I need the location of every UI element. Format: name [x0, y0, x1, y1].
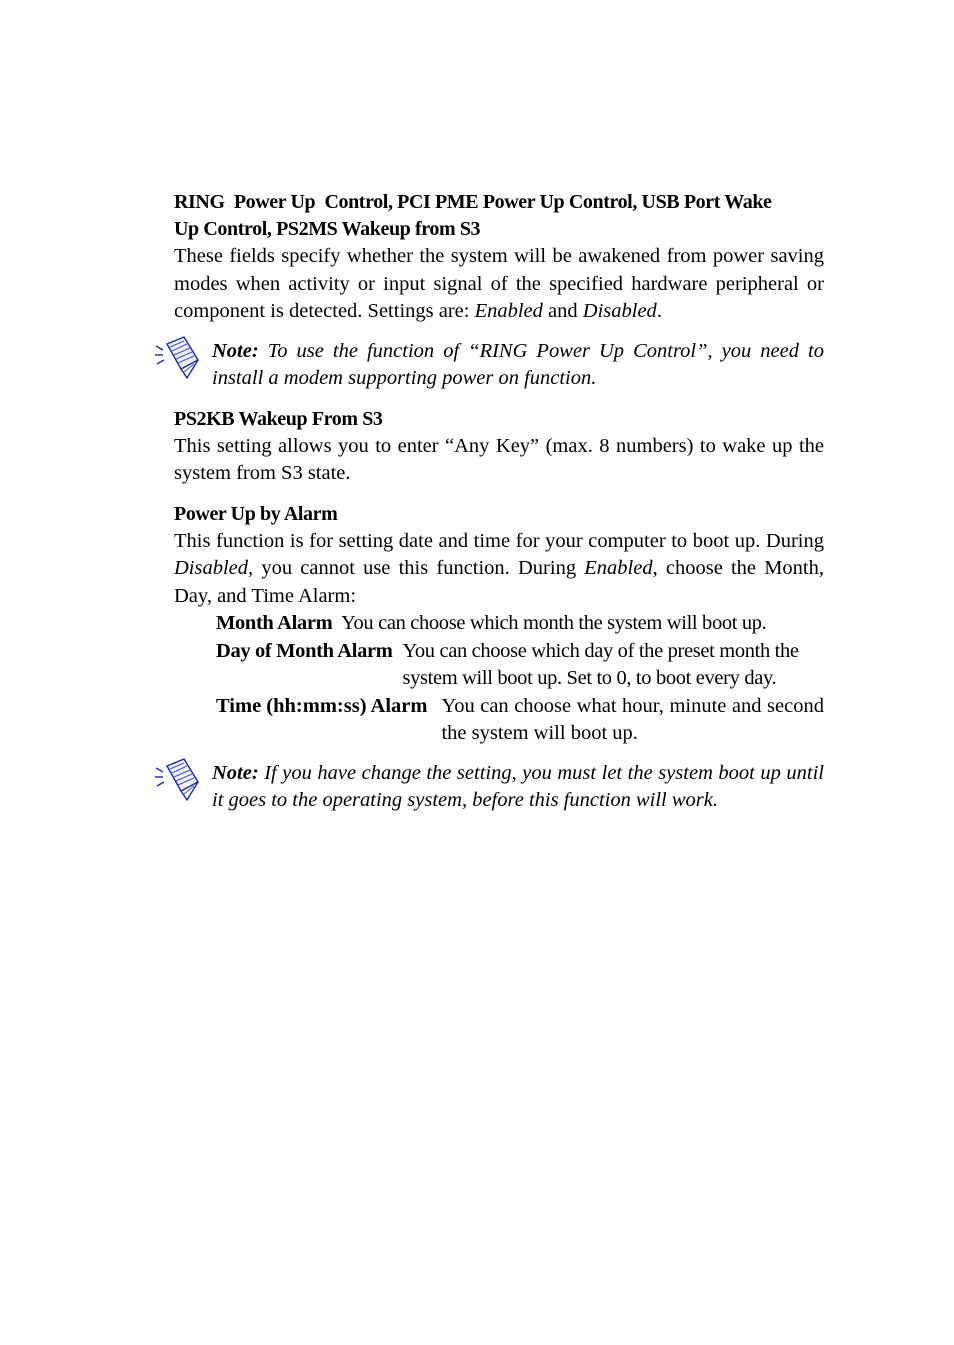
note-text: [212, 760, 824, 815]
note-label: Note:: [212, 761, 259, 784]
section-power-up-by-alarm: [174, 501, 824, 748]
alarm-label: Day of Month Alarm: [216, 639, 393, 662]
section-ring-power-up: [174, 189, 824, 326]
section-ps2kb-wakeup: [174, 406, 824, 488]
note-alarm: [174, 760, 824, 815]
document-page: [174, 189, 824, 815]
heading-line-1: RING Power Up Control, PCI PME Power Up Control, USB Port Wake: [174, 191, 772, 213]
heading-line-2: Up Control, PS2MS Wakeup from S3: [174, 218, 481, 240]
note-label: Note:: [212, 339, 259, 362]
note-paper-icon: [154, 334, 202, 380]
body-text: This function is for setting date and time for your computer to boot up. During: [174, 529, 824, 552]
alarm-item-month: [174, 610, 824, 638]
section-heading: PS2KB Wakeup From S3: [174, 407, 383, 430]
note-text: [212, 338, 824, 393]
section-body: [174, 528, 824, 611]
option-disabled: Disabled: [174, 557, 249, 579]
body-text: , choose the Month, Day, and Time Alarm:: [174, 557, 824, 607]
section-heading: Power Up by Alarm: [174, 502, 338, 525]
body-text: These fields specify whether the system will be awakened from power saving modes when activity or input signal of the specified hardware peripheral or component is detected. Settings are:: [174, 245, 824, 322]
section-body: [174, 243, 824, 326]
alarm-description: You can choose which day of the preset month the system will boot up. Set to 0, to boot every day.: [402, 639, 799, 689]
note-paper-icon: [154, 756, 202, 802]
conjunction: and: [542, 300, 583, 322]
note-body: If you have change the setting, you must let the system boot up until it goes to the operating system, before this function will work.: [212, 761, 824, 811]
note-ring: [174, 338, 824, 393]
alarm-item-time: [174, 693, 824, 748]
section-body: This setting allows you to enter “Any Key” (max. 8 numbers) to wake up the system from S3 state.: [174, 434, 824, 484]
option-enabled: Enabled: [474, 300, 543, 322]
section-heading: [174, 189, 824, 243]
alarm-label: Month Alarm: [216, 612, 333, 634]
alarm-description: You can choose what hour, minute and second the system will boot up.: [441, 694, 824, 744]
option-enabled: Enabled: [584, 557, 653, 579]
body-text: , you cannot use this function. During: [248, 557, 585, 579]
option-disabled: Disabled: [582, 300, 657, 322]
alarm-item-day: [174, 638, 824, 693]
alarm-description: You can choose which month the system will boot up.: [341, 612, 767, 634]
note-body: To use the function of “RING Power Up Control”, you need to install a modem supporting power on function.: [212, 339, 824, 389]
alarm-label: Time (hh:mm:ss) Alarm: [216, 694, 428, 717]
period: .: [656, 300, 662, 322]
